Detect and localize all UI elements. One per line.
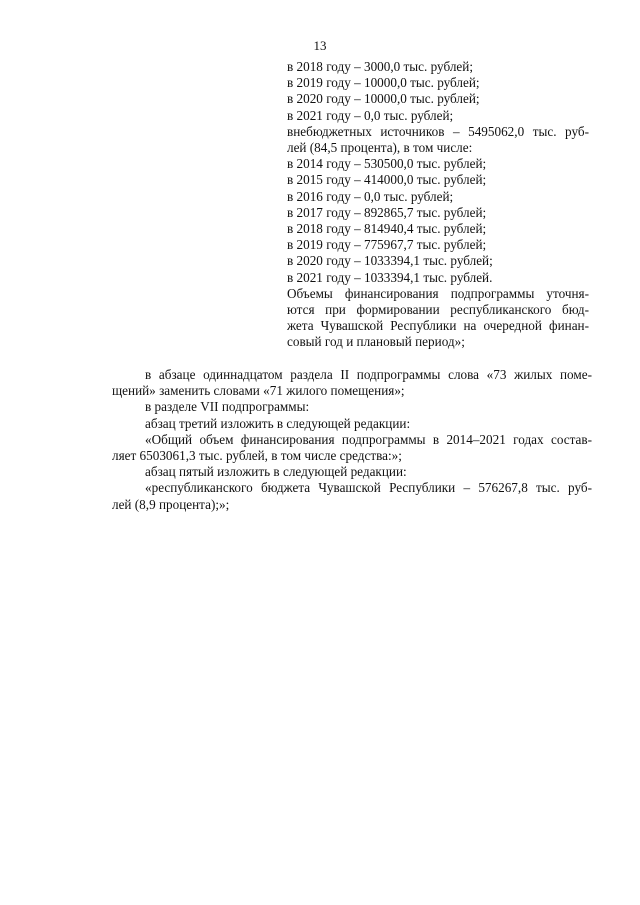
extra-year-line: в 2021 году – 1033394,1 тыс. рублей.: [287, 269, 493, 285]
extra-year-line: в 2016 году – 0,0 тыс. рублей;: [287, 188, 454, 204]
extra-budget-line: лей (84,5 процента), в том числе:: [287, 140, 473, 156]
paragraph-line: ляет 6503061,3 тыс. рублей, в том числе средства:»;: [112, 448, 402, 464]
paragraph-line: в абзаце одиннадцатом раздела II подпрограммы слова «73 жилых поме-: [145, 367, 592, 382]
extra-year-line: в 2020 году – 1033394,1 тыс. рублей;: [287, 253, 493, 269]
extra-year-line: в 2014 году – 530500,0 тыс. рублей;: [287, 156, 487, 172]
extra-year-line: в 2017 году – 892865,7 тыс. рублей;: [287, 204, 487, 220]
funding-line: в 2018 году – 3000,0 тыс. рублей;: [287, 59, 473, 74]
page-number: 13: [313, 38, 327, 53]
funding-line: в 2020 году – 10000,0 тыс. рублей;: [287, 91, 480, 107]
body-text: [112, 367, 592, 513]
paragraph-line: «Общий объем финансирования подпрограммы в 2014–2021 годах состав-: [145, 431, 592, 447]
extra-budget-line: внебюджетных источников – 5495062,0 тыс. руб-: [287, 123, 589, 139]
paragraph-line: в разделе VII подпрограммы:: [145, 399, 310, 415]
funding-line: в 2021 году – 0,0 тыс. рублей;: [287, 107, 454, 123]
paragraph-line: абзац третий изложить в следующей редакции:: [145, 415, 411, 431]
paragraph-line: лей (8,9 процента);»;: [112, 496, 230, 512]
note-line: Объемы финансирования подпрограммы уточня-: [287, 285, 589, 301]
note-line: совый год и плановый период»;: [287, 334, 465, 350]
paragraph-line: щений» заменить словами «71 жилого помещения»;: [112, 383, 405, 399]
funding-block: [287, 59, 589, 351]
extra-year-line: в 2019 году – 775967,7 тыс. рублей;: [287, 237, 487, 253]
note-line: жета Чувашской Республики на очередной финан-: [287, 318, 589, 334]
extra-year-line: в 2018 году – 814940,4 тыс. рублей;: [287, 221, 487, 237]
paragraph-line: «республиканского бюджета Чувашской Республики – 576267,8 тыс. руб-: [145, 480, 592, 496]
note-line: ются при формировании республиканского бюд-: [287, 302, 589, 318]
extra-year-line: в 2015 году – 414000,0 тыс. рублей;: [287, 172, 487, 188]
paragraph-line: абзац пятый изложить в следующей редакции:: [145, 464, 407, 480]
funding-line: в 2019 году – 10000,0 тыс. рублей;: [287, 75, 480, 91]
